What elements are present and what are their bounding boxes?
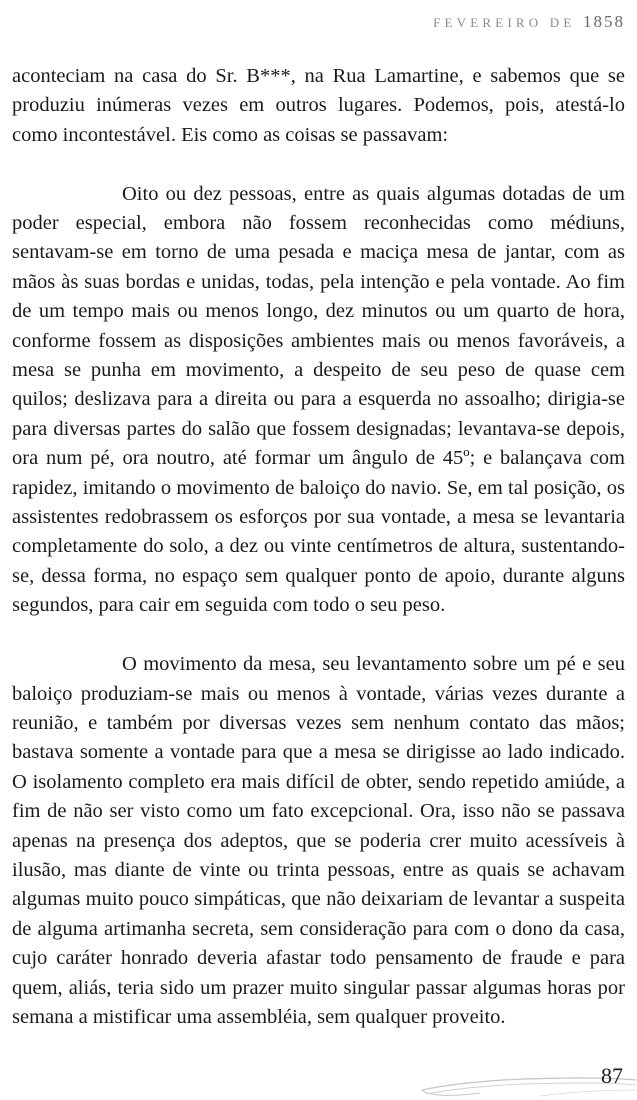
running-header	[433, 12, 625, 32]
page-number: 87	[601, 1063, 623, 1088]
paragraph-continuation: aconteciam na casa do Sr. B***, na Rua Lamartine, e sabemos que se produziu inúmeras vezes em outros lugares. Podemos, pois, atestá-lo como incontestável. Eis como as coisas se passavam:	[12, 65, 625, 146]
paragraph-table-movement: O movimento da mesa, seu levantamento sobre um pé e seu baloiço produziam-se mais ou menos à vontade, várias vezes durante a reunião, e também por diversas vezes sem nenhum contato das mãos; bastava somente a vontade para que a mesa se dirigisse ao lado indicado. O isolamento completo era mais difícil de obter, sendo repetido amiúde, a fim de não ser visto como um fato excepcional. Ora, isso não se passava apenas na presença dos adeptos, que se poderia crer muito acessíveis à ilusão, mas diante de vinte ou trinta pessoas, entre as quais se achavam algumas muito pouco simpáticas, que não deixariam de levantar a suspeita de alguma artimanha secreta, sem consideração para com o dono da casa, cujo caráter honrado deveria afastar todo pensamento de fraude e para quem, aliás, teria sido um prazer muito singular passar algumas horas por semana a mistificar uma assembléia, sem qualquer proveito.	[12, 653, 625, 1028]
header-year: 1858	[583, 12, 625, 31]
paragraph-table-description: Oito ou dez pessoas, entre as quais algumas dotadas de um poder especial, embora não fossem reconhecidas como médiuns, sentavam-se em torno de uma pesada e maciça mesa de jantar, com as mãos às suas bordas e unidas, todas, pela intenção e pela vontade. Ao fim de um tempo mais ou menos longo, dez minutos ou um quarto de hora, conforme fossem as disposições ambientes mais ou menos favoráveis, a mesa se punha em movimento, a despeito de seu peso de quase cem quilos; deslizava para a direita ou para a esquerda no assoalho; dirigia-se para diversas partes do salão que fossem designadas; levantava-se depois, ora num pé, ora noutro, até formar um ângulo de 45º; e balançava com rapidez, imitando o movimento de baloiço do navio. Se, em tal posição, os assistentes redobrassem os esforços por sua vontade, a mesa se levantaria completamente do solo, a dez ou vinte centímetros de altura, sustentando-se, dessa forma, no espaço sem qualquer ponto de apoio, durante alguns segundos, para cair em seguida com todo o seu peso.	[12, 182, 625, 617]
page-body	[12, 62, 625, 1032]
header-text: FEVEREIRO DE	[433, 15, 576, 30]
